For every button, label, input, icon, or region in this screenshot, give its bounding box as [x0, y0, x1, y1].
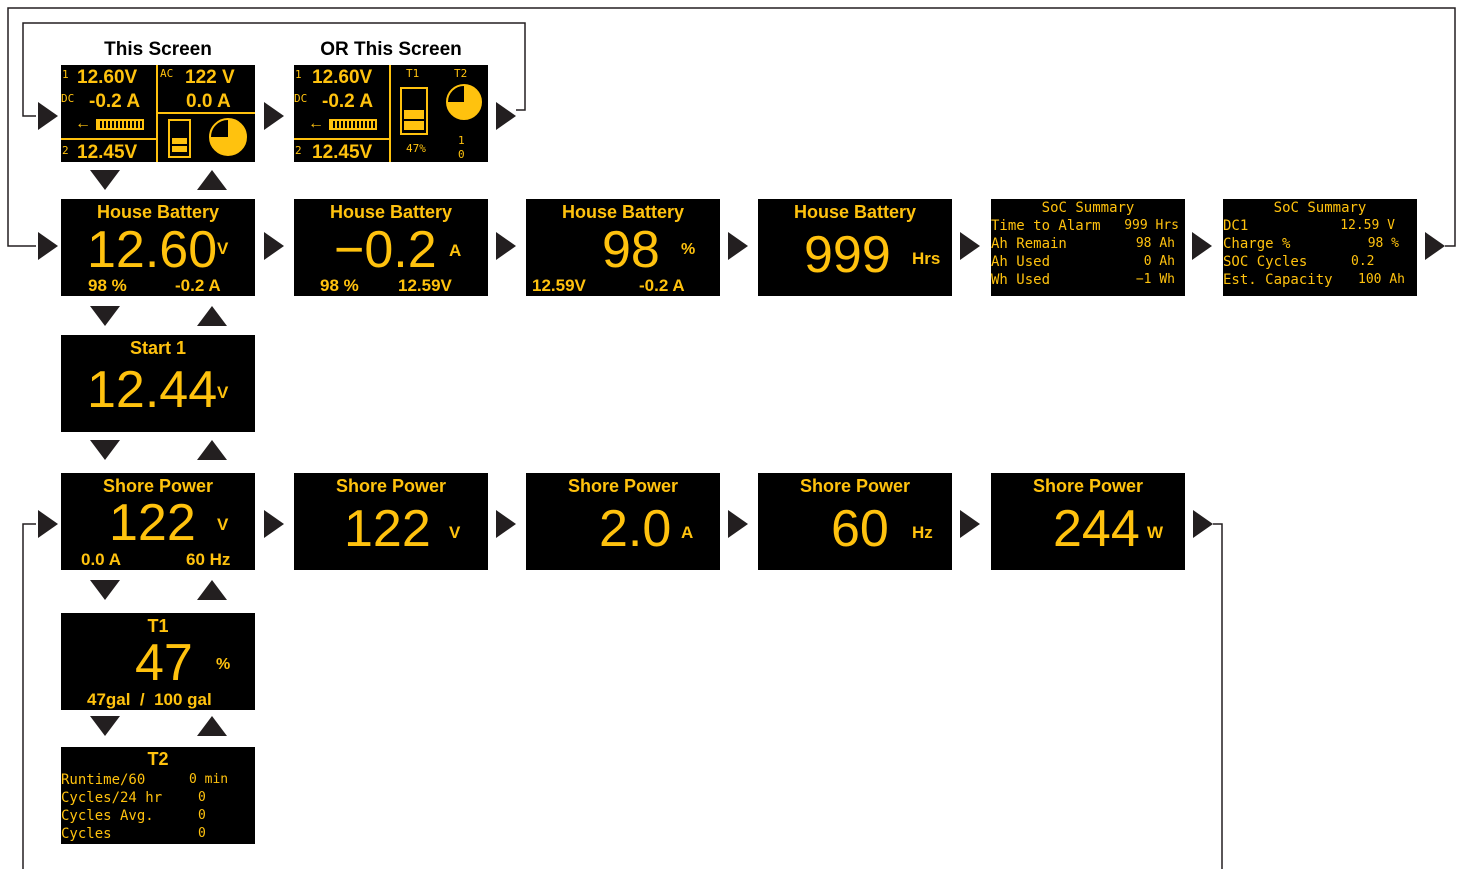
right-arrow-icon [1192, 232, 1212, 260]
soc-value: 98 % [88, 276, 127, 295]
screen-title: T1 [147, 616, 169, 636]
current-value: 0.0 A [81, 550, 122, 569]
charge-arrow-icon: ← [308, 115, 324, 132]
right-arrow-icon [1193, 510, 1213, 538]
current-value: -0.2 A [175, 276, 221, 295]
screen-title: Shore Power [799, 476, 911, 496]
big-value: 60 [831, 500, 889, 558]
big-value: 2.0 [599, 500, 672, 558]
dc2-voltage: 12.45V [77, 142, 138, 162]
screen-title: Shore Power [335, 476, 447, 496]
up-arrow-icon [197, 580, 227, 600]
unit: A [449, 241, 462, 260]
tank1-percent: 47% [406, 142, 426, 155]
right-arrow-icon [38, 102, 58, 130]
right-arrow-icon [960, 232, 980, 260]
big-value: 12.44 [87, 361, 218, 419]
right-arrow-icon [496, 102, 516, 130]
unit: V [217, 383, 229, 402]
big-value: −0.2 [334, 221, 437, 279]
right-arrow-icon [264, 102, 284, 130]
dc1-voltage: 12.60V [312, 67, 373, 88]
right-arrow-icon [38, 510, 58, 538]
down-arrow-icon [90, 306, 120, 326]
screen-title: House Battery [793, 202, 917, 222]
charge-arrow-icon: ← [75, 115, 91, 132]
screen-title: SoC Summary [1273, 200, 1367, 216]
dc-current: -0.2 A [89, 91, 141, 112]
big-value: 98 [602, 221, 660, 279]
unit: Hz [912, 523, 933, 542]
unit: V [449, 523, 461, 542]
right-arrow-icon [38, 232, 58, 260]
up-arrow-icon [197, 306, 227, 326]
unit: V [217, 239, 229, 258]
voltage-value: 12.59V [398, 276, 452, 295]
screen-title: House Battery [561, 202, 685, 222]
screen-title: Start 1 [129, 338, 187, 358]
tank2-screen[interactable]: T2 Runtime/60 0 min Cycles/24 hr 0 Cycles Avg. 0 Cycles 0 [61, 747, 255, 844]
down-arrow-icon [90, 440, 120, 460]
unit: A [681, 523, 694, 542]
right-arrow-icon [264, 232, 284, 260]
right-arrow-icon [728, 510, 748, 538]
dc2-voltage: 12.45V [312, 142, 373, 162]
right-arrow-icon [496, 232, 516, 260]
gallons-value: 47gal / 100 gal [87, 690, 212, 709]
big-value: 122 [344, 500, 431, 558]
down-arrow-icon [90, 716, 120, 736]
screen-title: Shore Power [102, 476, 214, 496]
big-value: 47 [135, 634, 193, 692]
dc1-voltage: 12.60V [77, 67, 138, 88]
up-arrow-icon [197, 716, 227, 736]
current-value: -0.2 A [639, 276, 685, 295]
right-arrow-icon [728, 232, 748, 260]
up-arrow-icon [197, 170, 227, 190]
screen-title: T2 [147, 749, 169, 769]
down-arrow-icon [90, 580, 120, 600]
unit: % [216, 656, 231, 673]
screen-title: House Battery [96, 202, 220, 222]
unit: W [1147, 523, 1164, 542]
ac-voltage: 122 V [185, 67, 235, 88]
unit: V [217, 515, 229, 534]
right-arrow-icon [960, 510, 980, 538]
screen-title: House Battery [329, 202, 453, 222]
home-screen-1[interactable]: 1 12.60V DC -0.2 A ← 2 12.45V AC 122 V 0.0 A [61, 65, 255, 162]
soc-summary-screen-1[interactable]: SoC Summary Time to Alarm 999 Hrs Ah Remain 98 Ah Ah Used 0 Ah Wh Used −1 Wh [991, 199, 1185, 296]
home-screen-2[interactable]: 1 12.60V DC -0.2 A ← 2 12.45V T1 T2 47% 1 0 [294, 65, 488, 162]
unit: % [681, 241, 696, 258]
big-value: 122 [109, 494, 196, 552]
voltage-value: 12.59V [532, 276, 586, 295]
right-arrow-icon [1425, 232, 1445, 260]
right-arrow-icon [264, 510, 284, 538]
dc-current: -0.2 A [322, 91, 374, 112]
soc-value: 98 % [320, 276, 359, 295]
screen-title: Shore Power [1032, 476, 1144, 496]
frequency-value: 60 Hz [186, 550, 231, 569]
big-value: 244 [1053, 500, 1140, 558]
soc-summary-screen-2[interactable]: SoC Summary DC1 12.59 V Charge % 98 % SOC Cycles 0.2 Est. Capacity 100 Ah [1223, 199, 1417, 296]
screen-title: SoC Summary [1041, 200, 1135, 216]
caption-or-this-screen: OR This Screen [320, 39, 462, 60]
screen-title: Shore Power [567, 476, 679, 496]
down-arrow-icon [90, 170, 120, 190]
caption-this-screen: This Screen [104, 39, 212, 60]
right-arrow-icon [496, 510, 516, 538]
big-value: 12.60 [87, 221, 218, 279]
ac-current: 0.0 A [186, 91, 231, 112]
up-arrow-icon [197, 440, 227, 460]
unit: Hrs [912, 249, 941, 268]
big-value: 999 [804, 226, 891, 284]
